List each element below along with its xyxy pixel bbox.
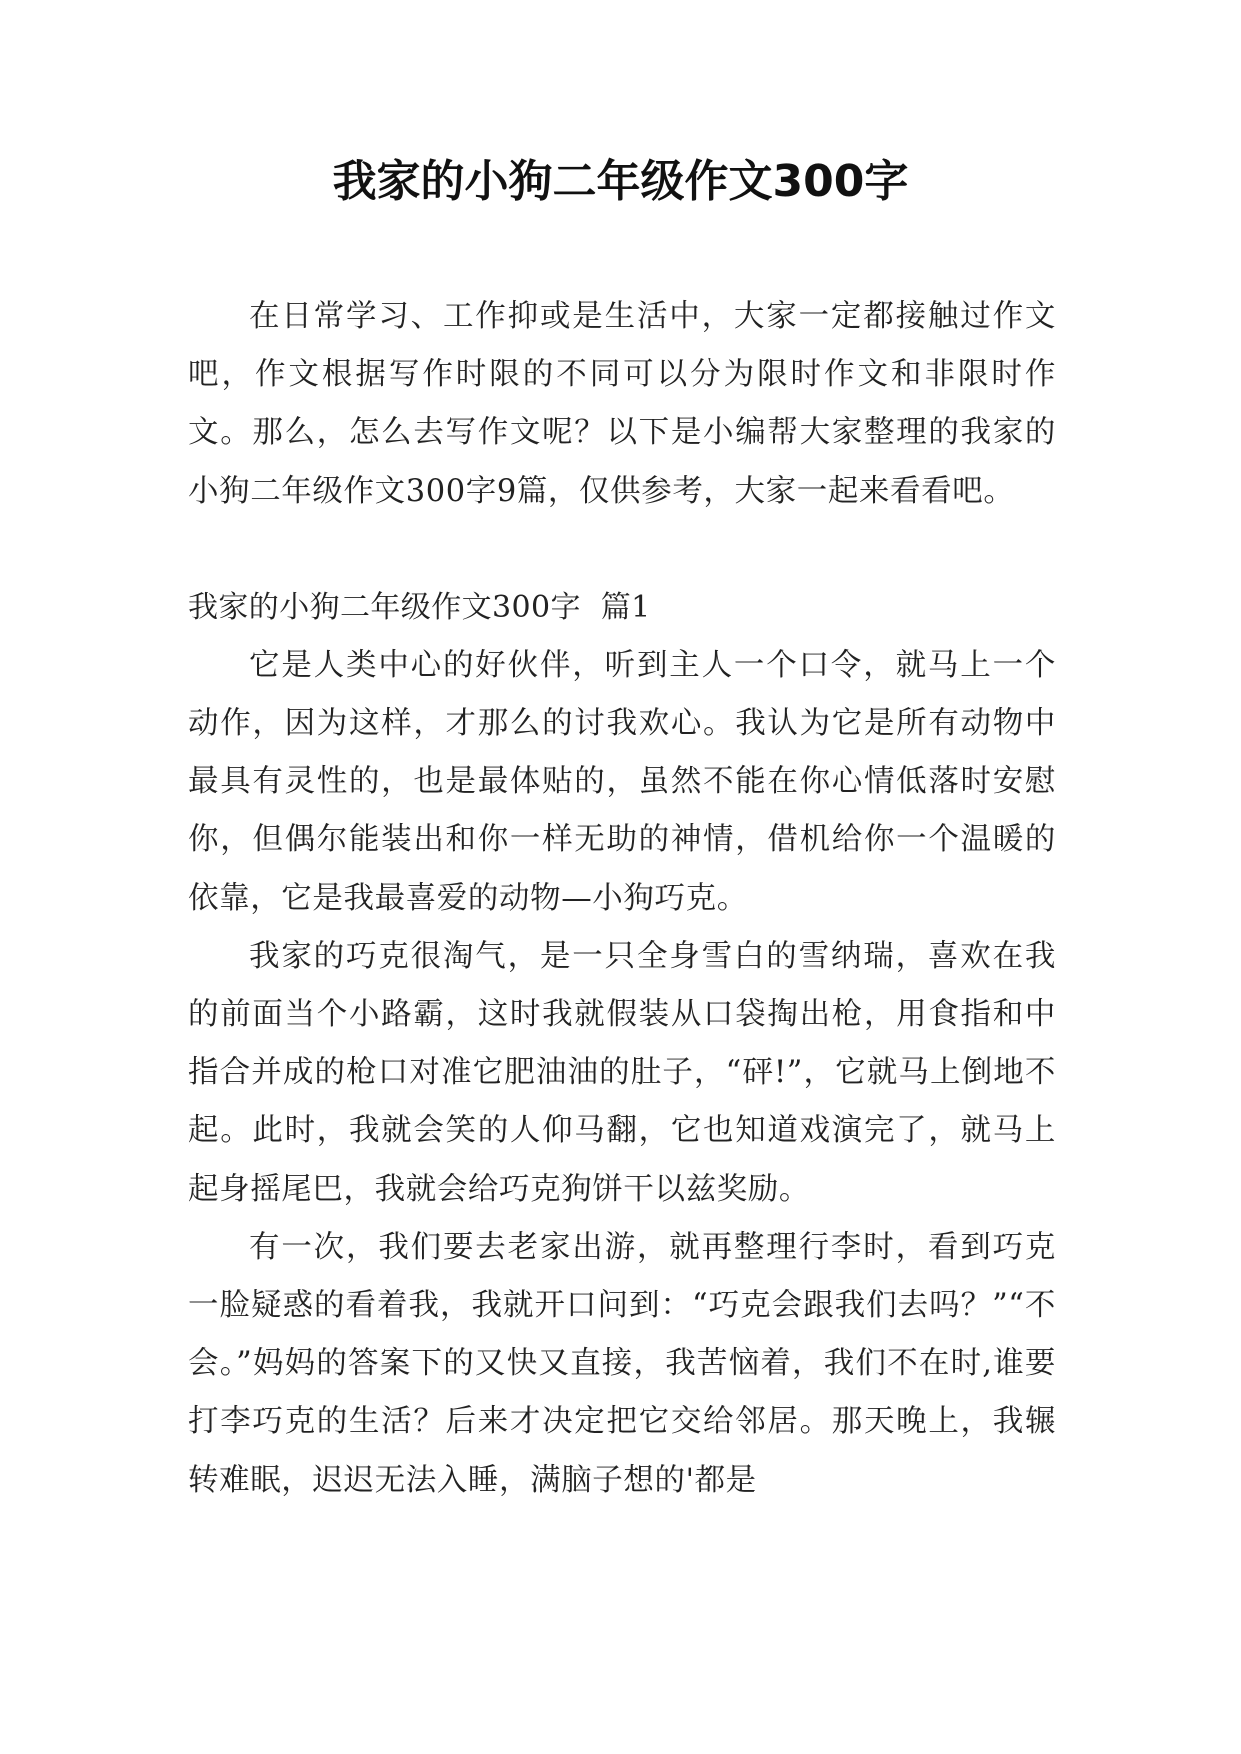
section-heading: 我家的小狗二年级作文300字 篇1 xyxy=(188,589,651,625)
body-paragraph-1: 它是人类中心的好伙伴，听到主人一个口令，就马上一个动作，因为这样，才那么的讨我欢心。我认为它是所有动物中最具有灵性的，也是最体贴的，虽然不能在你心情低落时安慰你，但偶尔能装出和你一样无助的神情，借机给你一个温暖的依靠，它是我最喜爱的动物—小狗巧克。 xyxy=(188,647,1056,916)
body-paragraph-3: 有一次，我们要去老家出游，就再整理行李时，看到巧克一脸疑惑的看着我，我就开口问到：“巧克会跟我们去吗？”“不会。”妈妈的答案下的又快又直接，我苦恼着，我们不在时,谁要打李巧克的生活？后来才决定把它交给邻居。那天晚上，我辗转难眠，迟迟无法入睡，满脑子想的'都是 xyxy=(188,1229,1056,1498)
page-title: 我家的小狗二年级作文300字 xyxy=(332,156,909,207)
intro-paragraph: 在日常学习、工作抑或是生活中，大家一定都接触过作文吧，作文根据写作时限的不同可以分为限时作文和非限时作文。那么，怎么去写作文呢？以下是小编帮大家整理的我家的小狗二年级作文300字9篇，仅供参考，大家一起来看看吧。 xyxy=(188,299,1056,509)
document-body xyxy=(188,288,1056,1510)
body-paragraph-2: 我家的巧克很淘气，是一只全身雪白的雪纳瑞，喜欢在我的前面当个小路霸，这时我就假装从口袋掏出枪，用食指和中指合并成的枪口对准它肥油油的肚子，“砰!”，它就马上倒地不起。此时，我就会笑的人仰马翻，它也知道戏演完了，就马上起身摇尾巴，我就会给巧克狗饼干以兹奖励。 xyxy=(188,938,1056,1207)
